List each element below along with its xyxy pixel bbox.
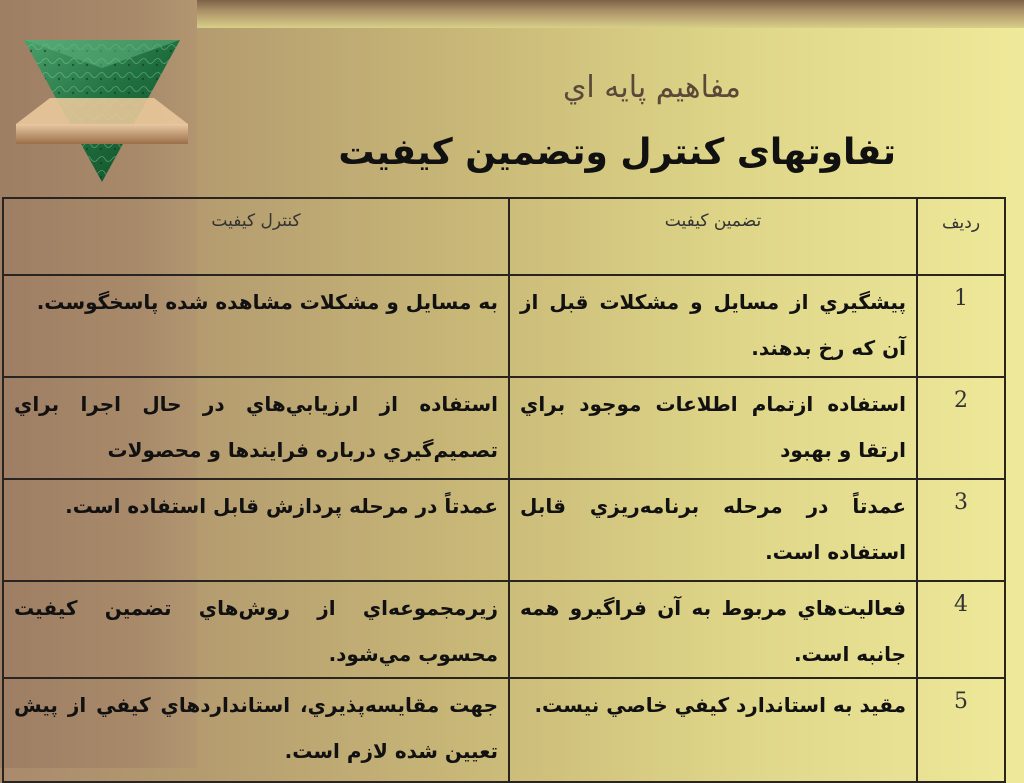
row-assurance-cell: عمدتاً در مرحله برنامه‌ريزي قابل استفاده است.	[509, 479, 917, 581]
row-assurance-cell: فعاليت‌هاي مربوط به آن فراگيرو همه جانبه است.	[509, 581, 917, 678]
row-assurance-cell: مقيد به استاندارد كيفي خاصي نيست.	[509, 678, 917, 782]
row-index: 5	[917, 678, 1005, 782]
row-control-cell: زيرمجموعه‌اي از روش‌هاي تضمين كيفيت محسوب مي‌شود.	[3, 581, 509, 678]
row-index: 2	[917, 377, 1005, 479]
table-header-row	[3, 198, 1005, 275]
header-control: كنترل كيفيت	[3, 198, 509, 275]
row-control-cell: عمدتاً در مرحله پردازش قابل استفاده است.	[3, 479, 509, 581]
slide-title: تفاوتهای کنترل وتضمین کیفیت	[338, 132, 896, 173]
header-index: رديف	[917, 198, 1005, 275]
table-row	[3, 275, 1005, 377]
comparison-table	[2, 197, 1006, 783]
table-row	[3, 678, 1005, 782]
row-assurance-cell: استفاده ازتمام اطلاعات موجود براي ارتقا و بهبود	[509, 377, 917, 479]
row-control-cell: جهت مقايسه‌پذيري، استانداردهاي كيفي از پيش تعيين شده لازم است.	[3, 678, 509, 782]
row-index: 3	[917, 479, 1005, 581]
header-assurance: تضمين كيفيت	[509, 198, 917, 275]
row-assurance-cell: پيشگيري از مسايل و مشكلات قبل از آن كه رخ بدهند.	[509, 275, 917, 377]
row-index: 1	[917, 275, 1005, 377]
row-control-cell: به مسايل و مشكلات مشاهده شده پاسخگوست.	[3, 275, 509, 377]
top-decorative-bar	[197, 0, 1024, 28]
table-row	[3, 479, 1005, 581]
green-triangle-logo	[14, 40, 190, 182]
row-control-cell: استفاده از ارزيابي‌هاي در حال اجرا براي تصميم‌گيري درباره فرايندها و محصولات	[3, 377, 509, 479]
slide-subtitle: مفاهيم پايه اي	[562, 70, 741, 105]
table-row	[3, 377, 1005, 479]
table-row	[3, 581, 1005, 678]
row-index: 4	[917, 581, 1005, 678]
